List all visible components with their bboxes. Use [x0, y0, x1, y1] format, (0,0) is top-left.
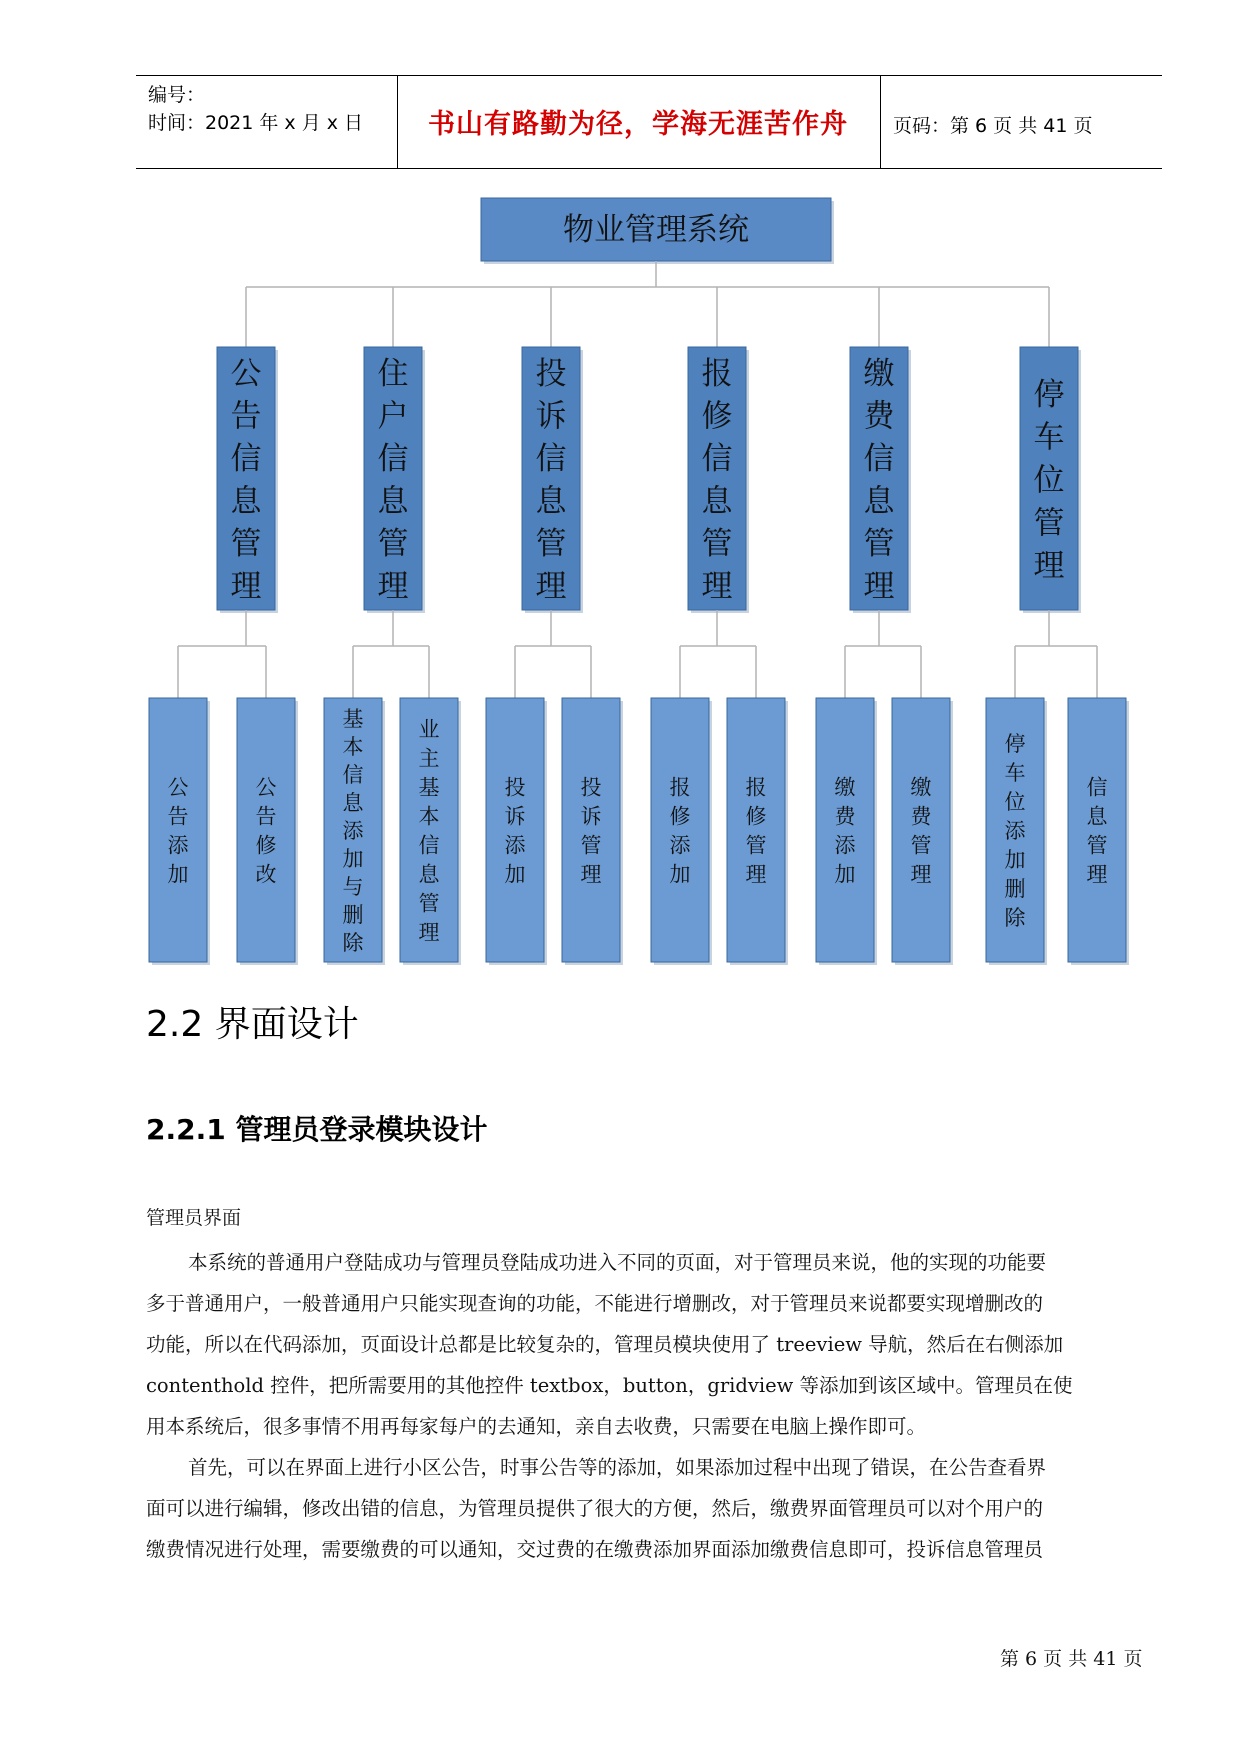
module-label: 息	[535, 483, 567, 520]
header-page-info: 页码：第 6 页 共 41 页	[893, 115, 1093, 137]
module-label: 管	[701, 526, 733, 563]
paragraph-line: contenthold 控件，把所需要用的其他控件 textbox，button，gridview 等添加到该区域中。管理员在使	[146, 1374, 1073, 1397]
sub-module-label: 加	[1004, 848, 1026, 873]
sub-module-label: 添	[1004, 819, 1026, 844]
sub-module-label: 基	[418, 775, 440, 800]
module-label: 信	[230, 441, 262, 478]
sub-module-label: 投	[580, 775, 602, 800]
module-label: 修	[701, 398, 733, 435]
module-label: 投	[535, 356, 567, 393]
sub-module-label: 缴	[910, 775, 932, 800]
header-motto: 书山有路勤为径，学海无涯苦作舟	[428, 109, 848, 140]
module-label: 管	[230, 526, 262, 563]
sub-module-label: 息	[418, 862, 440, 887]
sub-module-label: 息	[1086, 804, 1108, 829]
sub-module-label: 加	[504, 862, 526, 887]
sub-module-label: 投	[504, 775, 526, 800]
sub-module-label: 基	[342, 706, 364, 731]
module-label: 住	[377, 356, 409, 393]
sub-module-label: 公	[167, 775, 189, 800]
sub-module-label: 修	[745, 804, 767, 829]
sub-module-label: 加	[342, 846, 364, 871]
sub-module-box	[727, 698, 785, 962]
page-footer: 第 6 页 共 41 页	[1000, 1648, 1143, 1670]
paragraph-line: 用本系统后，很多事情不用再每家每户的去通知，亲自去收费，只需要在电脑上操作即可。	[146, 1415, 927, 1438]
module-label: 车	[1033, 419, 1065, 456]
sub-module-label: 报	[745, 775, 767, 800]
sub-module-label: 信	[418, 833, 440, 858]
sub-module-label: 息	[342, 790, 364, 815]
sub-module-label: 添	[834, 833, 856, 858]
sub-module-box	[486, 698, 544, 962]
sub-module-label: 业	[418, 717, 440, 742]
sub-module-box	[562, 698, 620, 962]
document-number-label: 编号：	[148, 84, 206, 106]
module-label: 息	[377, 483, 409, 520]
module-label: 诉	[535, 398, 567, 435]
sub-module-label: 删	[1004, 877, 1026, 902]
module-label: 告	[230, 398, 262, 435]
sub-module-label: 改	[255, 862, 277, 887]
sub-module-label: 诉	[504, 804, 526, 829]
module-label: 管	[863, 526, 895, 563]
module-label: 位	[1033, 462, 1065, 499]
sub-module-label: 添	[342, 818, 364, 843]
sub-module-label: 报	[669, 775, 691, 800]
sub-module-label: 添	[167, 833, 189, 858]
sub-module-box	[1068, 698, 1126, 962]
sub-module-label: 添	[669, 833, 691, 858]
module-label: 管	[1033, 505, 1065, 542]
sub-module-label: 本	[418, 804, 440, 829]
module-label: 信	[535, 441, 567, 478]
module-label: 户	[377, 398, 409, 435]
sub-module-label: 删	[342, 902, 364, 927]
module-label: 信	[377, 441, 409, 478]
sub-module-label: 告	[255, 804, 277, 829]
paragraph-1	[146, 1242, 1156, 1447]
document-time-label: 时间：2021 年 x 月 x 日	[148, 112, 364, 134]
sub-module-label: 位	[1004, 790, 1026, 815]
sub-module-label: 信	[1086, 775, 1108, 800]
sub-module-label: 加	[669, 862, 691, 887]
sub-module-label: 信	[342, 762, 364, 787]
sub-module-label: 停	[1004, 732, 1026, 757]
paragraph-line: 多于普通用户，一般普通用户只能实现查询的功能，不能进行增删改，对于管理员来说都要实现增删改的	[146, 1292, 1044, 1315]
sub-module-label: 主	[418, 746, 440, 771]
sub-module-box	[816, 698, 874, 962]
paragraph-line: 缴费情况进行处理，需要缴费的可以通知，交过费的在缴费添加界面添加缴费信息即可，投诉信息管理员	[146, 1538, 1044, 1561]
sub-module-label: 费	[834, 804, 856, 829]
paragraph-line: 本系统的普通用户登陆成功与管理员登陆成功进入不同的页面，对于管理员来说，他的实现的功能要	[188, 1251, 1047, 1274]
sub-module-label: 告	[167, 804, 189, 829]
sub-module-label: 除	[342, 930, 364, 955]
module-label: 理	[230, 568, 262, 605]
sub-module-label: 与	[342, 874, 364, 899]
module-label: 理	[863, 568, 895, 605]
sub-module-label: 管	[580, 833, 602, 858]
sub-module-label: 管	[910, 833, 932, 858]
paragraph-line: 首先，可以在界面上进行小区公告，时事公告等的添加，如果添加过程中出现了错误，在公告查看界	[188, 1456, 1047, 1479]
module-label: 息	[863, 483, 895, 520]
sub-module-label: 管	[745, 833, 767, 858]
paragraph-line: 功能，所以在代码添加，页面设计总都是比较复杂的，管理员模块使用了 treeview 导航，然后在右侧添加	[146, 1333, 1064, 1356]
sub-module-label: 缴	[834, 775, 856, 800]
sub-module-box	[892, 698, 950, 962]
sub-module-box	[651, 698, 709, 962]
module-label: 管	[535, 526, 567, 563]
module-label: 信	[701, 441, 733, 478]
subsection-heading: 2.2.1 管理员登录模块设计	[146, 1113, 488, 1146]
sub-module-box	[237, 698, 295, 962]
module-label: 费	[863, 398, 895, 435]
module-label: 理	[1033, 548, 1065, 585]
sub-module-label: 理	[1086, 862, 1108, 887]
section-heading: 2.2 界面设计	[146, 1004, 359, 1045]
sub-module-label: 本	[342, 734, 364, 759]
sub-module-label: 车	[1004, 761, 1026, 786]
sub-module-label: 修	[669, 804, 691, 829]
module-label: 信	[863, 441, 895, 478]
sub-module-label: 除	[1004, 906, 1026, 931]
paragraph-label: 管理员界面	[146, 1207, 242, 1229]
sub-module-label: 理	[745, 862, 767, 887]
module-label: 管	[377, 526, 409, 563]
module-label: 公	[230, 356, 262, 393]
module-label: 停	[1033, 376, 1065, 413]
sub-module-box	[149, 698, 207, 962]
sub-module-label: 理	[580, 862, 602, 887]
module-label: 息	[701, 483, 733, 520]
module-label: 理	[377, 568, 409, 605]
sub-module-label: 加	[834, 862, 856, 887]
sub-module-label: 理	[418, 920, 440, 945]
sub-module-label: 公	[255, 775, 277, 800]
module-label: 理	[535, 568, 567, 605]
paragraph-2	[146, 1447, 1156, 1570]
sub-module-label: 诉	[580, 804, 602, 829]
sub-module-label: 管	[418, 891, 440, 916]
module-label: 报	[701, 356, 733, 393]
sub-module-label: 加	[167, 862, 189, 887]
module-label: 缴	[863, 356, 895, 393]
module-label: 息	[230, 483, 262, 520]
sub-module-label: 管	[1086, 833, 1108, 858]
sub-module-label: 费	[910, 804, 932, 829]
sub-module-label: 添	[504, 833, 526, 858]
sub-module-label: 理	[910, 862, 932, 887]
module-label: 理	[701, 568, 733, 605]
root-label: 物业管理系统	[563, 212, 749, 248]
sub-module-label: 修	[255, 833, 277, 858]
paragraph-line: 面可以进行编辑，修改出错的信息，为管理员提供了很大的方便，然后，缴费界面管理员可以对个用户的	[146, 1497, 1044, 1520]
